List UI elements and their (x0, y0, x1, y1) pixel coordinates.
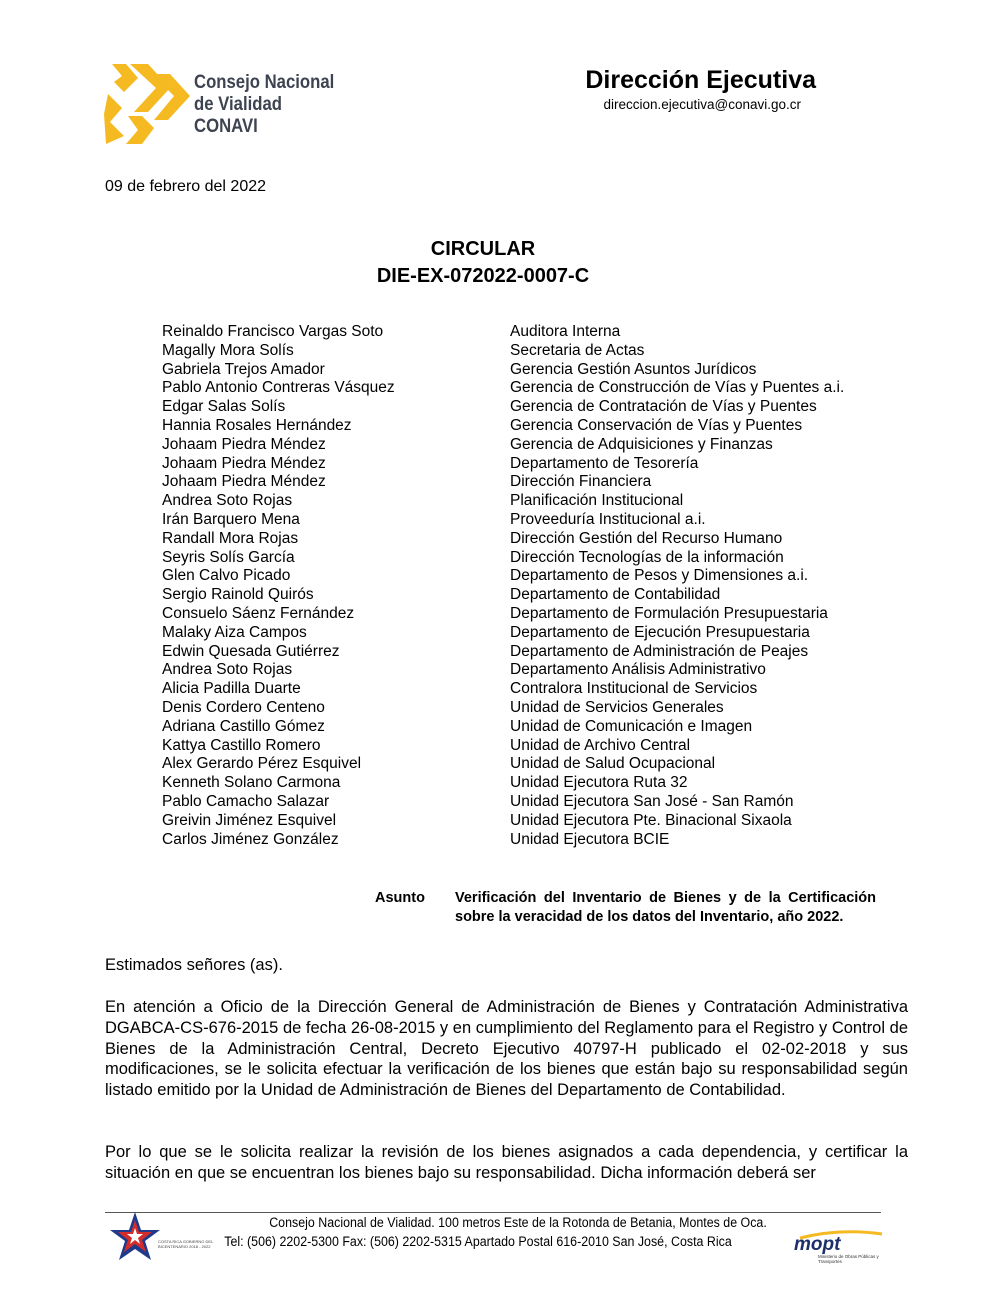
recipient-name: Sergio Rainold Quirós (162, 586, 314, 604)
recipient-name: Malaky Aiza Campos (162, 623, 307, 641)
recipient-row (162, 831, 844, 850)
recipient-row (162, 342, 844, 361)
subject-label: Asunto (375, 890, 425, 906)
department-title: Dirección Ejecutiva (585, 66, 816, 94)
document-date: 09 de febrero del 2022 (105, 178, 267, 195)
mopt-wordmark: mopt (794, 1234, 841, 1255)
logo-wordmark (194, 72, 334, 138)
body-paragraph-2: Por lo que se le solicita realizar la revisión de los bienes asignados a cada dependencia, y certificar la situación en que se encuentran los bienes bajo su responsabilidad. Dicha información deberá ser (105, 1143, 908, 1182)
recipient-role: Unidad de Archivo Central (510, 736, 691, 754)
recipient-role: Planificación Institucional (510, 492, 684, 510)
recipient-row (162, 436, 844, 455)
greeting: Estimados señores (as). (105, 956, 283, 974)
recipient-row (162, 511, 844, 530)
recipient-role: Departamento de Administración de Peajes (510, 642, 809, 660)
footer-contact: Tel: (506) 2202-5300 Fax: (506) 2202-5315 Apartado Postal 616-2010 San José, Costa Rica (224, 1234, 732, 1249)
recipient-row (162, 755, 844, 774)
recipient-row (162, 699, 844, 718)
recipient-role: Contralora Institucional de Servicios (510, 680, 758, 698)
recipient-name: Alicia Padilla Duarte (162, 680, 301, 698)
recipient-role: Dirección Gestión del Recurso Humano (510, 529, 783, 547)
recipient-name: Consuelo Sáenz Fernández (162, 604, 355, 622)
recipient-name: Andrea Soto Rojas (162, 492, 293, 510)
recipient-row (162, 680, 844, 699)
recipient-name: Gabriela Trejos Amador (162, 360, 325, 378)
recipient-row (162, 473, 844, 492)
recipient-name: Andrea Soto Rojas (162, 661, 293, 679)
recipient-role: Gerencia Gestión Asuntos Jurídicos (510, 360, 757, 378)
recipient-role: Unidad de Servicios Generales (510, 698, 724, 716)
recipient-row (162, 718, 844, 737)
recipient-name: Edgar Salas Solís (162, 398, 286, 416)
recipient-row (162, 624, 844, 643)
recipient-name: Carlos Jiménez González (162, 830, 339, 848)
recipient-name: Pablo Antonio Contreras Vásquez (162, 379, 395, 397)
recipient-role: Departamento de Ejecución Presupuestaria (510, 623, 810, 641)
recipient-role: Unidad Ejecutora Pte. Binacional Sixaola (510, 811, 792, 829)
recipient-role: Dirección Financiera (510, 473, 652, 491)
recipient-name: Hannia Rosales Hernández (162, 416, 352, 434)
document-type: CIRCULAR (430, 238, 536, 260)
recipient-role: Departamento de Formulación Presupuestaria (510, 604, 828, 622)
recipient-role: Unidad Ejecutora BCIE (510, 830, 670, 848)
recipient-role: Departamento de Contabilidad (510, 586, 721, 604)
recipient-name: Johaam Piedra Méndez (162, 454, 326, 472)
recipient-role: Dirección Tecnologías de la información (510, 548, 784, 566)
recipient-name: Adriana Castillo Gómez (162, 717, 325, 735)
recipient-row (162, 567, 844, 586)
recipient-name: Johaam Piedra Méndez (162, 435, 326, 453)
recipient-row (162, 774, 844, 793)
recipient-row (162, 530, 844, 549)
recipient-role: Gerencia Conservación de Vías y Puentes (510, 416, 803, 434)
recipient-role: Auditora Interna (510, 323, 621, 340)
recipient-name: Irán Barquero Mena (162, 510, 300, 528)
recipient-role: Secretaria de Actas (510, 341, 645, 359)
recipient-name: Reinaldo Francisco Vargas Soto (162, 323, 384, 340)
recipient-row (162, 398, 844, 417)
recipient-name: Alex Gerardo Pérez Esquivel (162, 755, 362, 773)
recipient-row (162, 323, 844, 342)
recipient-name: Greivin Jiménez Esquivel (162, 811, 337, 829)
recipient-role: Gerencia de Construcción de Vías y Puentes a.i. (510, 379, 845, 397)
conavi-chevron-icon (104, 64, 190, 146)
recipient-row (162, 379, 844, 398)
recipient-name: Kenneth Solano Carmona (162, 774, 341, 792)
recipient-role: Proveeduría Institucional a.i. (510, 510, 706, 528)
logo-line-1: Consejo Nacional (194, 72, 335, 93)
recipient-role: Unidad Ejecutora Ruta 32 (510, 774, 688, 792)
recipient-role: Departamento de Tesorería (510, 454, 699, 472)
footer-divider (105, 1212, 881, 1213)
recipient-row (162, 417, 844, 436)
mopt-logo (790, 1230, 890, 1264)
mopt-caption: Ministerio de Obras Públicas y Transportes (818, 1254, 879, 1264)
recipient-name: Denis Cordero Centeno (162, 698, 325, 716)
recipient-name: Kattya Castillo Romero (162, 736, 321, 754)
recipient-role: Departamento de Pesos y Dimensiones a.i. (510, 567, 809, 585)
recipient-name: Edwin Quesada Gutiérrez (162, 642, 340, 660)
recipient-row (162, 605, 844, 624)
recipient-row (162, 793, 844, 812)
recipient-row (162, 737, 844, 756)
recipient-name: Pablo Camacho Salazar (162, 792, 330, 810)
recipient-name: Glen Calvo Picado (162, 567, 291, 585)
recipient-name: Randall Mora Rojas (162, 529, 299, 547)
footer-address: Consejo Nacional de Vialidad. 100 metros Este de la Rotonda de Betania, Montes de Oca. (269, 1215, 767, 1230)
recipient-row (162, 455, 844, 474)
recipient-row (162, 643, 844, 662)
recipient-row (162, 361, 844, 380)
recipient-name: Johaam Piedra Méndez (162, 473, 326, 491)
recipient-row (162, 812, 844, 831)
recipient-role: Unidad de Salud Ocupacional (510, 755, 716, 773)
recipient-role: Unidad Ejecutora San José - San Ramón (510, 792, 794, 810)
document-number: DIE-EX-072022-0007-C (376, 265, 590, 287)
recipient-row (162, 549, 844, 568)
body-paragraph-1: En atención a Oficio de la Dirección General de Administración de Bienes y Contratación Administrativa DGABCA-CS-676-2015 de fecha 26-08-2015 y en cumplimiento del Reglamento para el Registro y Control de Bienes de la Administración Central, Decreto Ejecutivo 40797-H publicado el 02-02-2018 y sus modificaciones, se le solicita efectuar la verificación de los bienes que están bajo su responsabilidad según listado emitido por la Unidad de Administración de Bienes del Departamento de Contabilidad. (105, 998, 908, 1100)
conavi-logo (104, 64, 354, 146)
logo-line-3: CONAVI (194, 116, 258, 137)
department-email: direccion.ejecutiva@conavi.go.cr (603, 97, 801, 112)
gobierno-caption: COSTA RICA GOBIERNO DEL BICENTENARIO 2018 - 2022 (158, 1239, 214, 1249)
recipient-row (162, 492, 844, 511)
recipient-row (162, 661, 844, 680)
subject-text: Verificación del Inventario de Bienes y de la Certificación sobre la veracidad de los datos del Inventario, año 2022. (455, 890, 876, 925)
recipient-list (162, 323, 844, 849)
recipient-role: Unidad de Comunicación e Imagen (510, 717, 753, 735)
recipient-name: Magally Mora Solís (162, 341, 294, 359)
recipient-role: Gerencia de Contratación de Vías y Puentes (510, 398, 817, 416)
recipient-name: Seyris Solís García (162, 548, 295, 566)
logo-line-2: de Vialidad (194, 94, 282, 115)
recipient-row (162, 586, 844, 605)
recipient-role: Gerencia de Adquisiciones y Finanzas (510, 435, 773, 453)
recipient-role: Departamento Análisis Administrativo (510, 661, 766, 679)
